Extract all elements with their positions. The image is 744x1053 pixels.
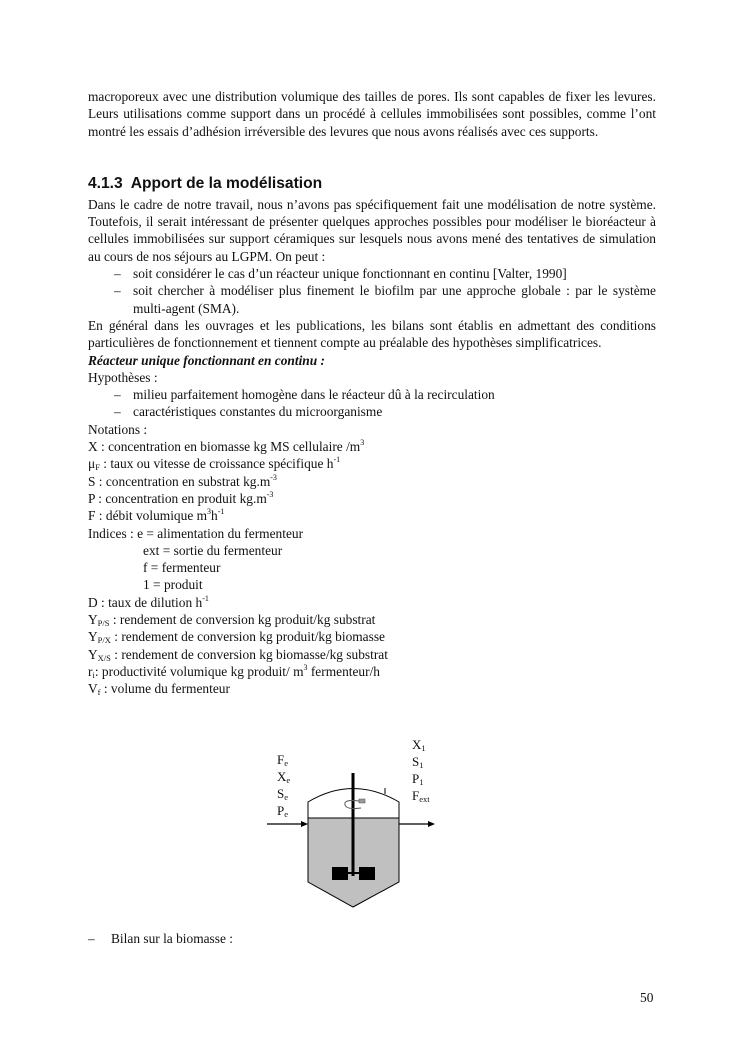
notation-x: X : concentration en biomasse kg MS cellulaire $/m^3$ xyxy=(88,438,365,455)
section-title: Apport de la modélisation xyxy=(130,174,323,192)
reactor-drawing xyxy=(255,733,455,933)
notation-p: P : concentration en produit $kg.m^{-3}$ xyxy=(88,489,274,506)
notation-ri: $r_i$: productivité volumique kg produit/ $m^3$ fermenteur/h xyxy=(88,662,380,680)
outlet-labels: $X_1$ $S_1$ $P_1$ $F_{ext}$ xyxy=(412,737,430,804)
approaches-list xyxy=(88,265,656,317)
notation-index-1: 1 = produit xyxy=(143,577,203,593)
list-item: – milieu parfaitement homogène dans le réacteur dû à la recirculation xyxy=(114,387,495,403)
inlet-labels: $F_e$ $X_e$ $S_e$ $P_e$ xyxy=(277,752,291,819)
section-paragraph-1: Dans le cadre de notre travail, nous n’avons pas spécifiquement fait une modélisation de notre système. Toutefois, il serait intéressant de présenter quelques approches possibles pour modéliser le bioréacteur à cellules immobilisées sur support céramiques sur lesquels nous avons mené des tentatives de simulation au cours de nos séjours au LGPM. On peut : xyxy=(88,196,656,264)
notation-index-f: f = fermenteur xyxy=(143,560,221,576)
notations-label: Notations : xyxy=(88,421,148,437)
notation-d: D : taux de dilution $h^{-1}$ xyxy=(88,593,209,610)
notation-mu: $\mu_F$ : taux ou vitesse de croissance spécifique $h^{-1}$ xyxy=(88,455,341,473)
notation-f: F : débit volumique $m^3h^{-1}$ xyxy=(88,507,225,524)
notation-yxs: $Y_{X/S}$ : rendement de conversion kg biomasse/kg substrat xyxy=(88,646,388,663)
notation-index-ext: ext = sortie du fermenteur xyxy=(143,542,283,558)
notation-indices: Indices : e = alimentation du fermenteur xyxy=(88,525,304,541)
hypotheses-list xyxy=(88,386,656,421)
impeller-blade-left xyxy=(332,867,348,880)
bottom-list-item: – Bilan sur la biomasse : xyxy=(88,931,233,946)
notation-ypx: $Y_{P/X}$ : rendement de conversion kg produit/kg biomasse xyxy=(88,629,385,646)
notation-s: S : concentration en substrat $kg.m^{-3}$ xyxy=(88,472,277,489)
section-heading xyxy=(88,174,656,194)
list-item: – soit chercher à modéliser plus finement le biofilm par une approche globale : par le système multi-agent (SMA). xyxy=(114,283,656,316)
page-number: 50 xyxy=(640,990,654,1005)
notation-vf: $V_f$ : volume du fermenteur xyxy=(88,681,230,698)
reactor-diagram xyxy=(255,733,455,933)
section-number: 4.1.3 xyxy=(88,174,123,192)
subheading: Réacteur unique fonctionnant en continu : xyxy=(88,352,325,368)
section-paragraph-2: En général dans les ouvrages et les publications, les bilans sont établis en admettant des conditions particulières de fonctionnement et tiennent compte au préalable des hypothèses simplificatrices. xyxy=(88,317,656,351)
hypotheses-label: Hypothèses : xyxy=(88,369,158,385)
page-body xyxy=(88,88,656,698)
impeller-blade-right xyxy=(359,867,375,880)
notation-yps: $Y_{P/S}$ : rendement de conversion kg produit/kg substrat xyxy=(88,612,376,629)
list-item: – caractéristiques constantes du microorganisme xyxy=(114,404,383,420)
intro-paragraph: macroporeux avec une distribution volumique des tailles de pores. Ils sont capables de fixer les levures. Leurs utilisations comme support dans un procédé à cellules immobilisées sont possibles, comme l’ont montré les essais d’adhésion irréversible des levures que nous avons réalisés avec ces supports. xyxy=(88,89,656,139)
list-item: – soit considérer le cas d’un réacteur unique fonctionnant en continu [Valter, 1990] xyxy=(114,266,567,282)
